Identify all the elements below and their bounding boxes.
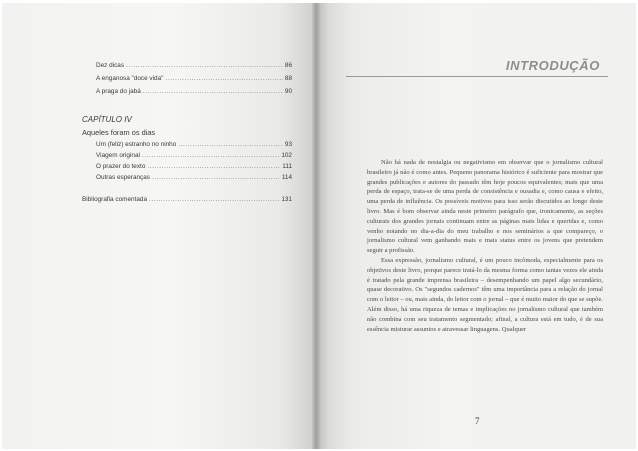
chapter-label: CAPÍTULO IV (82, 115, 132, 124)
toc-entry: Dez dicas ..... 86 (96, 62, 292, 69)
paragraph: Essa expressão, jornalismo cultural, é um pouco incômoda, especialmente para os objetivos deste livro, porque parece tratá-lo da mesma forma como tantas vezes ele ainda é tratado pela grande imprensa brasileira – desempenhando um papel algo secundário, quase decorativo. Os "segundos cadernos" têm uma importância para a relação do jornal com o leitor – ou, mais ainda, do leitor com o jornal – que é muito maior do que se supõe. Além disso, há uma riqueza de temas e implicações no jornalismo cultural que também não combina com seu tratamento segmentado; afinal, a cultura está em tudo, é de sua essência misturar assuntos e atravessar linguagens. Qualquer (367, 256, 603, 333)
left-page (2, 3, 316, 449)
heading-rule (346, 76, 608, 77)
page-number: 7 (475, 416, 480, 426)
body-text (367, 158, 603, 334)
paragraph: Não há nada de nostalgia ou negativismo em observar que o jornalismo cultural brasileiro já não é como antes. Pequeno panorama histórico é suficiente para mostrar que grandes publicações e autores do passado têm hoje poucos equivalentes; mais que uma perda de espaço, trata-se de uma perda de consistência e ousadia e, como causa e efeito, uma perda de influência. Os possíveis motivos para isso serão discutidos ao longo deste livro. Mas é bom observar ainda neste primeiro parágrafo que, ironicamente, as seções culturais dos grandes jornais continuam entre as páginas mais lidas e queridas e, como venho notando no dia-a-dia do meu trabalho e nos seminários a que compareço, o jornalismo cultural vem ganhando mais e mais status entre os jovens que pretendem seguir a profissão. (367, 159, 603, 255)
book-gutter (312, 3, 320, 449)
toc-entry: A enganosa "doce vida" ..... 88 (96, 75, 292, 82)
toc-entry: Viagem original ..... 102 (96, 152, 292, 159)
toc-entry: O prazer do texto ..... 111 (96, 163, 292, 170)
toc-entry-bibliography: Bibliografia comentada ..... 131 (82, 196, 292, 203)
chapter-heading: INTRODUÇÃO (505, 58, 600, 73)
toc-entry: Um (feliz) estranho no ninho ..... 93 (96, 141, 292, 148)
section-title: Aqueles foram os dias (82, 128, 156, 137)
toc-entry: A praga do jabá ..... 90 (96, 88, 292, 95)
toc-entry: Outras esperanças ..... 114 (96, 174, 292, 181)
